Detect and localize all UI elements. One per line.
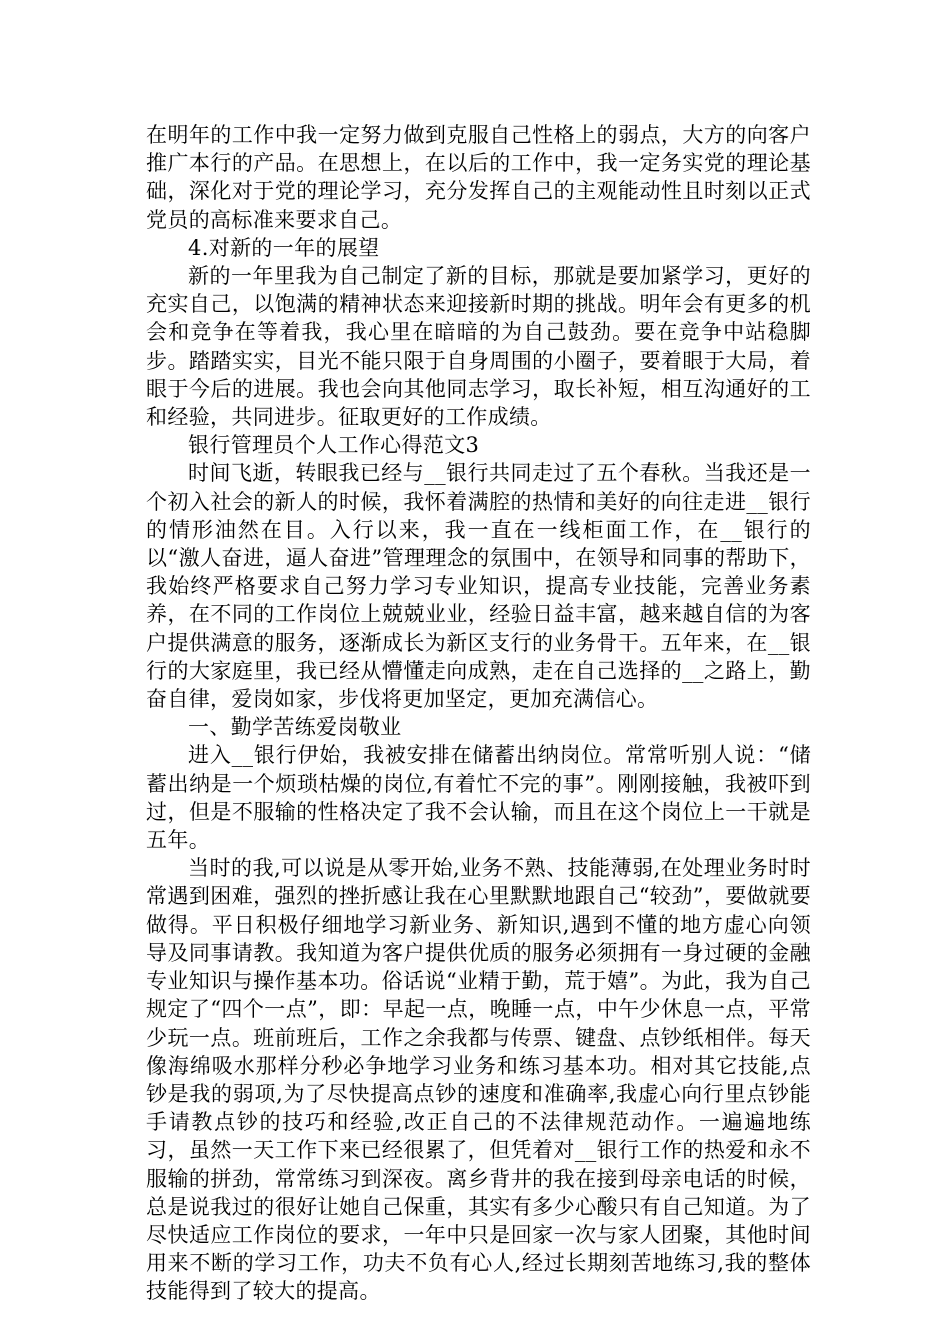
article-title-3: 银行管理员个人工作心得范文3 <box>188 433 480 458</box>
document-body <box>146 121 811 1306</box>
section-heading-diligence: 一、勤学苦练爱岗敬业 <box>188 715 402 740</box>
section-heading-outlook: 4.对新的一年的展望 <box>188 235 380 260</box>
paragraph-cashier-post: 进入__银行伊始，我被安排在储蓄出纳岗位。常常听别人说：“储蓄出纳是一个烦琐枯燥的岗位,有着忙不完的事”。刚刚接触，我被吓到过，但是不服输的性格决定了我不会认输，而且在这个岗位上一干就是五年。 <box>146 743 811 853</box>
paragraph-starting-from-zero: 当时的我,可以说是从零开始,业务不熟、技能薄弱,在处理业务时时常遇到困难，强烈的挫折感让我在心里默默地跟自己“较劲”，要做就要做得。平日积极仔细地学习新业务、新知识,遇到不懂的地方虚心向领导及同事请教。我知道为客户提供优质的服务必须拥有一身过硬的金融专业知识与操作基本功。俗话说“业精于勤，荒于嬉”。为此，我为自己规定了“四个一点”，即：早起一点，晚睡一点，中午少休息一点，平常少玩一点。班前班后，工作之余我都与传票、键盘、点钞纸相伴。每天像海绵吸水那样分秒必争地学习业务和练习基本功。相对其它技能,点钞是我的弱项,为了尽快提高点钞的速度和准确率,我虚心向行里点钞能手请教点钞的技巧和经验,改正自己的不法律规范动作。一遍遍地练习，虽然一天工作下来已经很累了，但凭着对__银行工作的热爱和永不服输的拼劲，常常练习到深夜。离乡背井的我在接到母亲电话的时候，总是说我过的很好让她自己保重，其实有多少心酸只有自己知道。为了尽快适应工作岗位的要求，一年中只是回家一次与家人团聚，其他时间用来不断的学习工作，功夫不负有心人,经过长期刻苦地练习,我的整体技能得到了较大的提高。 <box>146 856 811 1304</box>
paragraph-five-years: 时间飞逝，转眼我已经与__银行共同走过了五个春秋。当我还是一个初入社会的新人的时候，我怀着满腔的热情和美好的向往走进__银行的情形油然在目。入行以来，我一直在一线柜面工作，在__银行的以“激人奋进，逼人奋进”管理理念的氛围中，在领导和同事的帮助下，我始终严格要求自己努力学习专业知识，提高专业技能，完善业务素养，在不同的工作岗位上兢兢业业，经验日益丰富，越来越自信的为客户提供满意的服务，逐渐成长为新区支行的业务骨干。五年来，在__银行的大家庭里，我已经从懵懂走向成熟，走在自己选择的__之路上，勤奋自律，爱岗如家，步伐将更加坚定，更加充满信心。 <box>146 461 811 712</box>
paragraph-goals-next-year: 在明年的工作中我一定努力做到克服自己性格上的弱点，大方的向客户推广本行的产品。在思想上，在以后的工作中，我一定务实党的理论基础，深化对于党的理论学习，充分发挥自己的主观能动性且时刻以正式党员的高标准来要求自己。 <box>146 123 811 232</box>
paragraph-outlook: 新的一年里我为自己制定了新的目标，那就是要加紧学习，更好的充实自己，以饱满的精神状态来迎接新时期的挑战。明年会有更多的机会和竞争在等着我，我心里在暗暗的为自己鼓劲。要在竞争中站稳脚步。踏踏实实，目光不能只限于自身周围的小圈子，要着眼于大局，着眼于今后的进展。我也会向其他同志学习，取长补短，相互沟通好的工和经验，共同进步。征取更好的工作成绩。 <box>146 264 811 430</box>
